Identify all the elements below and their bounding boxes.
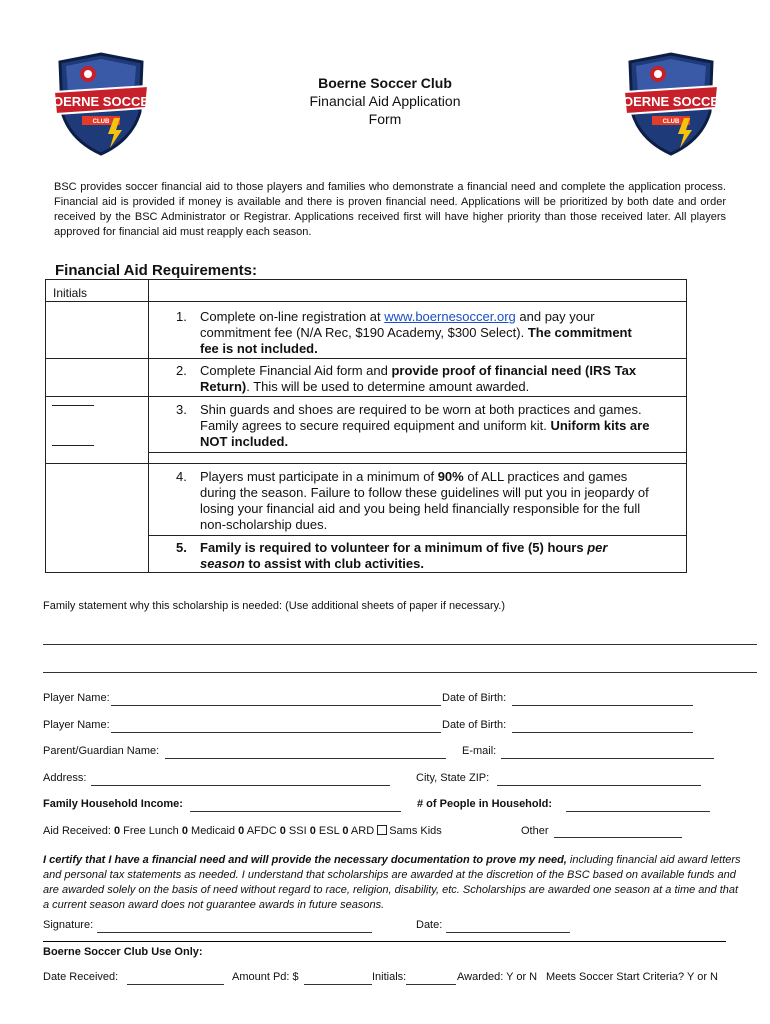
other-label: Other: [521, 825, 549, 837]
household-income-label: Family Household Income:: [43, 798, 183, 810]
people-in-household-label: # of People in Household:: [417, 798, 553, 810]
aid-option-mark[interactable]: 0: [181, 825, 188, 837]
player-name-label: Player Name:: [43, 692, 110, 704]
aid-option-label: ESL: [318, 825, 340, 837]
other-field[interactable]: [554, 837, 682, 838]
date-of-birth-label: Date of Birth:: [442, 719, 507, 731]
form-title: [240, 74, 530, 128]
logo-text: BOERNE SOCCER: [43, 94, 159, 109]
aid-option-mark[interactable]: 0: [113, 825, 121, 837]
section-divider: [43, 941, 726, 942]
club-logo-right: [613, 52, 729, 156]
office-use-heading: Boerne Soccer Club Use Only:: [43, 946, 203, 958]
club-logo-left: [43, 52, 159, 156]
date-of-birth-label: Date of Birth:: [442, 692, 507, 704]
aid-option-mark[interactable]: 0: [309, 825, 316, 837]
form-subtitle-2: Form: [368, 111, 402, 127]
sams-kids-label: Sams Kids: [389, 825, 442, 837]
logo-subtext: CLUB: [662, 119, 680, 125]
people-in-household-field[interactable]: [566, 811, 710, 812]
office-initials-field[interactable]: [406, 984, 456, 985]
player-name-label: Player Name:: [43, 719, 110, 731]
email-label: E-mail:: [462, 745, 497, 757]
aid-option-mark[interactable]: 0: [279, 825, 286, 837]
family-statement-line[interactable]: [43, 672, 757, 673]
aid-option-mark[interactable]: 0: [238, 825, 245, 837]
amount-paid-field[interactable]: [304, 984, 372, 985]
requirement-5: 5. Family is required to volunteer for a minimum of five (5) hours per season to assist with club activities.: [176, 540, 608, 571]
requirement-1: 1. Complete on-line registration at www.boernesoccer.org and pay your commitment fee (N/A Rec, $190 Academy, $300 Select). The commitment fee is not included.: [176, 309, 632, 356]
player-name-field[interactable]: [111, 705, 441, 706]
household-income-field[interactable]: [190, 811, 401, 812]
aid-received-label: Aid Received:: [43, 825, 111, 837]
office-initials-label: Initials:: [372, 971, 407, 983]
club-name: Boerne Soccer Club: [318, 75, 452, 91]
website-link[interactable]: www.boernesoccer.org: [384, 309, 516, 324]
awarded-label: Awarded: Y or N: [457, 971, 538, 983]
signature-field[interactable]: [97, 932, 372, 933]
requirement-4: 4. Players must participate in a minimum of 90% of ALL practices and games during the season. Failure to follow these guidelines will put you in jeopardy of losing your financial aid and you being held financially responsible for the full non-scholarship dues.: [176, 469, 649, 532]
parent-name-label: Parent/Guardian Name:: [43, 745, 160, 757]
aid-received-row: [43, 825, 442, 837]
email-field[interactable]: [501, 758, 714, 759]
date-received-field[interactable]: [127, 984, 224, 985]
aid-option-label: Medicaid: [191, 825, 236, 837]
address-label: Address:: [43, 772, 87, 784]
soccer-start-criteria-label: Meets Soccer Start Criteria? Y or N: [546, 971, 718, 983]
requirement-2: 2. Complete Financial Aid form and provide proof of financial need (IRS Tax Return). This will be used to determine amount awarded.: [176, 363, 637, 394]
signature-label: Signature:: [43, 919, 94, 931]
aid-option-label: Free Lunch: [123, 825, 179, 837]
aid-option-label: ARD: [350, 825, 375, 837]
form-subtitle-1: Financial Aid Application: [309, 93, 461, 109]
city-state-zip-field[interactable]: [497, 785, 701, 786]
requirement-3: 3. Shin guards and shoes are required to be worn at both practices and games. Family agrees to secure required equipment and uniform kit. Uniform kits are NOT included.: [176, 402, 650, 449]
player-name-field[interactable]: [111, 732, 441, 733]
date-received-label: Date Received:: [43, 971, 119, 983]
requirements-heading: Financial Aid Requirements:: [55, 262, 257, 279]
initials-blank[interactable]: [52, 405, 94, 406]
parent-name-field[interactable]: [165, 758, 446, 759]
city-state-zip-label: City, State ZIP:: [416, 772, 490, 784]
date-of-birth-field[interactable]: [512, 732, 693, 733]
address-field[interactable]: [91, 785, 390, 786]
date-of-birth-field[interactable]: [512, 705, 693, 706]
logo-text: BOERNE SOCCER: [613, 94, 729, 109]
amount-paid-label: Amount Pd: $: [232, 971, 299, 983]
initials-label: Initials: [53, 286, 88, 300]
family-statement-label: Family statement why this scholarship is needed: (Use additional sheets of paper if necessary.): [43, 600, 506, 612]
sams-kids-checkbox[interactable]: [377, 825, 387, 835]
aid-option-label: SSI: [288, 825, 307, 837]
date-label: Date:: [416, 919, 443, 931]
initials-blank[interactable]: [52, 445, 94, 446]
family-statement-line[interactable]: [43, 644, 757, 645]
intro-paragraph: BSC provides soccer financial aid to those players and families who demonstrate a financial need and complete the application process. Financial aid is provided if money is available and there is proven financial need. Applications will be prioritized by both date and order received by the BSC Administrator or Registrar. Applications received first will have higher priority than those received later. All players approved for financial aid must reapply each season.: [54, 181, 726, 238]
logo-subtext: CLUB: [92, 119, 110, 125]
aid-option-label: AFDC: [246, 825, 277, 837]
date-field[interactable]: [446, 932, 570, 933]
certification-statement: I certify that I have a financial need and will provide the necessary documentation to prove my need, including financial aid award letters and personal tax statements as needed. I understand that scholarships are awarded at the discretion of the BSC based on available funds and are awarded solely on the basis of need without regard to race, religion, disability, etc. Scholarships are awarded one season at a time and that a current season award does not guarantee awards in future seasons.: [43, 854, 741, 911]
aid-option-mark[interactable]: 0: [342, 825, 349, 837]
requirements-table: [45, 279, 687, 573]
